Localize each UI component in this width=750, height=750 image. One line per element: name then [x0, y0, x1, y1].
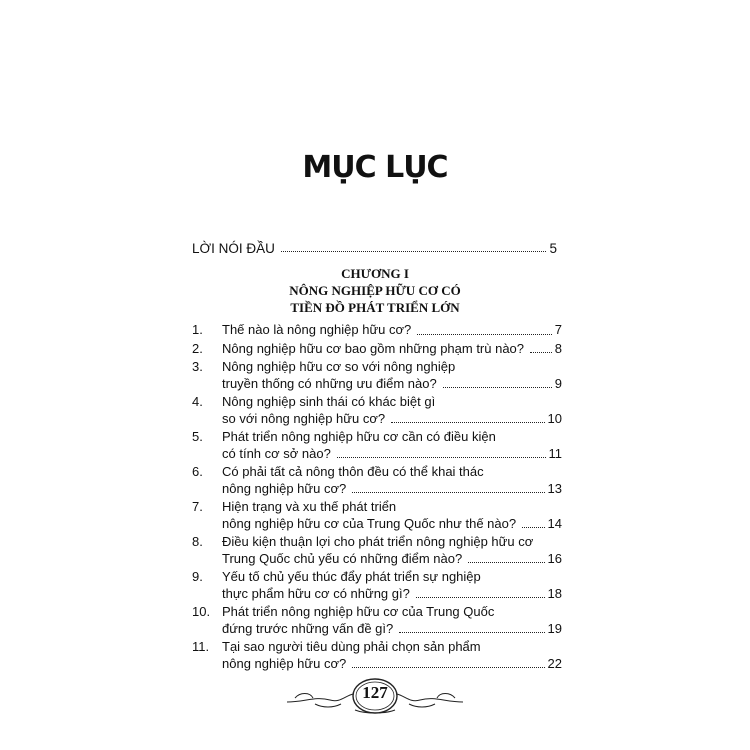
toc-entry [192, 464, 562, 497]
entry-page: 10 [547, 410, 562, 426]
dot-leader [399, 632, 544, 633]
entry-title: đứng trước những vấn đề gì? [222, 620, 394, 636]
toc-entry [192, 322, 562, 339]
toc-entry [192, 359, 562, 392]
dot-leader [391, 422, 544, 423]
entry-title: có tính cơ sở nào? [222, 445, 331, 461]
entry-number: 1. [192, 322, 203, 337]
toc-entry [192, 569, 562, 602]
chapter-title-line-1: NÔNG NGHIỆP HỮU CƠ CÓ [289, 283, 461, 298]
entry-number: 10. [192, 604, 211, 619]
preface-page: 5 [549, 241, 557, 256]
entry-title: nông nghiệp hữu cơ? [222, 480, 347, 496]
entry-title: so với nông nghiệp hữu cơ? [222, 410, 386, 426]
entry-title-line-1: Có phải tất cả nông thôn đều có thể khai thác [222, 464, 484, 479]
entry-number: 8. [192, 534, 203, 549]
dot-leader [416, 597, 545, 598]
toc-entries [192, 322, 562, 674]
entry-title: truyền thống có những ưu điểm nào? [222, 375, 437, 391]
preface-entry [192, 236, 557, 256]
entry-title: Trung Quốc chủ yếu có những điểm nào? [222, 550, 463, 566]
entry-number: 11. [192, 639, 210, 654]
chapter-number: CHƯƠNG I [341, 266, 409, 281]
dot-leader [468, 562, 544, 563]
entry-page: 8 [554, 340, 562, 356]
entry-title-line-1: Yếu tố chủ yếu thúc đẩy phát triển sự nghiệp [222, 569, 481, 584]
entry-title: Nông nghiệp hữu cơ bao gồm những phạm trù nào? [222, 340, 525, 356]
entry-number: 2. [192, 340, 203, 356]
dot-leader [522, 527, 544, 528]
toc-entry [192, 534, 562, 567]
entry-page: 7 [554, 322, 562, 337]
entry-page: 18 [547, 585, 562, 601]
entry-title: thực phẩm hữu cơ có những gì? [222, 585, 410, 601]
entry-page: 9 [554, 375, 562, 391]
toc-entry [192, 341, 562, 358]
toc-entry [192, 499, 562, 532]
entry-number: 3. [192, 359, 203, 374]
dot-leader [443, 387, 552, 388]
entry-page: 22 [547, 655, 562, 671]
entry-page: 14 [547, 515, 562, 531]
entry-title-line-1: Nông nghiệp sinh thái có khác biệt gì [222, 394, 436, 409]
entry-page: 16 [547, 550, 562, 566]
entry-number: 4. [192, 394, 203, 409]
toc-entry [192, 639, 562, 672]
entry-page: 13 [547, 480, 562, 496]
chapter-heading [0, 265, 750, 316]
entry-title: Thế nào là nông nghiệp hữu cơ? [222, 322, 412, 337]
entry-title-line-1: Phát triển nông nghiệp hữu cơ cần có điều kiện [222, 429, 496, 444]
dot-leader [281, 251, 547, 252]
entry-title-line-1: Nông nghiệp hữu cơ so với nông nghiệp [222, 359, 456, 374]
dot-leader [352, 492, 544, 493]
preface-label: LỜI NÓI ĐẦU [192, 241, 275, 256]
page-title: MỤC LỤC [302, 150, 448, 185]
entry-title-line-1: Phát triển nông nghiệp hữu cơ của Trung Quốc [222, 604, 495, 619]
entry-page: 11 [548, 445, 562, 461]
dot-leader [530, 352, 552, 353]
entry-number: 6. [192, 464, 203, 479]
toc-entry [192, 394, 562, 427]
entry-page: 19 [547, 620, 562, 636]
toc-entry [192, 429, 562, 462]
entry-title-line-1: Điều kiện thuận lợi cho phát triển nông nghiệp hữu cơ [222, 534, 534, 549]
dot-leader [417, 334, 552, 335]
entry-number: 5. [192, 429, 203, 444]
entry-title-line-1: Tại sao người tiêu dùng phải chọn sản phẩm [222, 639, 481, 654]
chapter-title-line-2: TIỀN ĐỒ PHÁT TRIỂN LỚN [290, 300, 460, 315]
entry-number: 7. [192, 499, 203, 514]
page-number: 127 [362, 683, 388, 702]
entry-title: nông nghiệp hữu cơ của Trung Quốc như thế nào? [222, 515, 517, 531]
dot-leader [352, 667, 544, 668]
toc-entry [192, 604, 562, 637]
entry-title-line-1: Hiện trạng và xu thế phát triển [222, 499, 397, 514]
dot-leader [337, 457, 546, 458]
entry-title: nông nghiệp hữu cơ? [222, 655, 347, 671]
entry-number: 9. [192, 569, 203, 584]
